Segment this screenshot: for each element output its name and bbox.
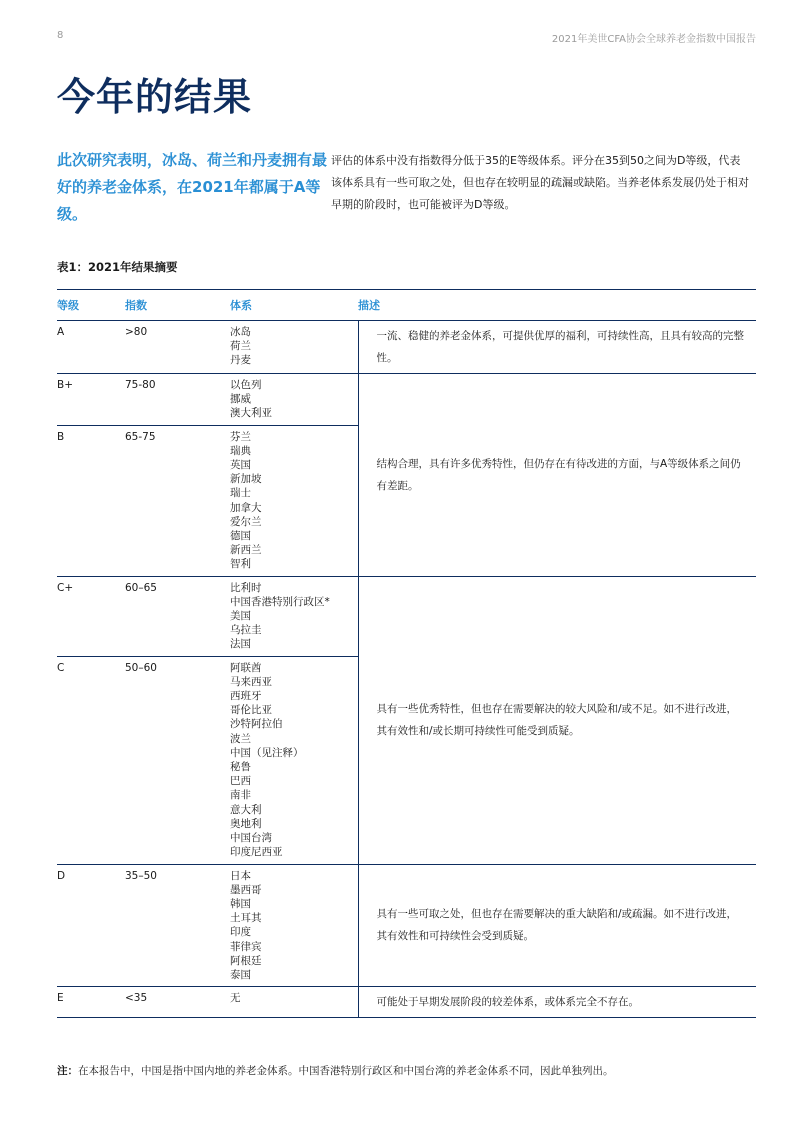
- system-name: 荷兰: [230, 340, 251, 353]
- grade-cell: C+: [57, 576, 125, 656]
- system-name: 韩国: [230, 897, 251, 910]
- system-name: 瑞士: [230, 487, 251, 500]
- running-header-title: 2021年美世CFA协会全球养老金指数中国报告: [551, 34, 756, 45]
- system-name: 南非: [230, 789, 251, 802]
- lead-paragraph: 此次研究表明，冰岛、荷兰和丹麦拥有最好的养老金体系，在2021年都属于A等级。: [57, 151, 328, 223]
- page-number: 8: [57, 30, 64, 41]
- system-name: 日本: [230, 869, 251, 882]
- header-grade: 等级: [57, 290, 125, 321]
- grade-cell: B+: [57, 374, 125, 426]
- system-name: 美国: [230, 610, 251, 623]
- footnote: [57, 1063, 614, 1078]
- system-name: 中国台湾: [230, 832, 272, 845]
- system-name: 瑞典: [230, 444, 251, 457]
- system-name: 新加坡: [230, 473, 262, 486]
- system-cell: [230, 425, 358, 576]
- system-name: 阿根廷: [230, 954, 262, 967]
- system-name: 西班牙: [230, 690, 262, 703]
- header-system: 体系: [230, 290, 358, 321]
- grade-cell: E: [57, 987, 125, 1018]
- grade-cell: A: [57, 326, 65, 338]
- system-name: 阿联酋: [230, 661, 262, 674]
- table-row: [57, 321, 756, 374]
- system-name: 意大利: [230, 803, 262, 816]
- table-row: [57, 374, 756, 426]
- system-name: 智利: [230, 558, 251, 571]
- index-cell: 35–50: [125, 864, 230, 987]
- description-cell: 具有一些优秀特性，但也存在需要解决的较大风险和/或不足。如不进行改进，其有效性和/或长期可持续性可能受到质疑。: [358, 576, 756, 864]
- system-name: 冰岛: [230, 326, 251, 338]
- table-caption: 表1：2021年结果摘要: [57, 260, 178, 274]
- system-name: 比利时: [230, 581, 262, 594]
- system-name: 中国香港特别行政区*: [230, 595, 330, 608]
- description-cell: 结构合理，具有许多优秀特性，但仍存在有待改进的方面，与A等级体系之间仍有差距。: [358, 374, 756, 577]
- footnote-text: 在本报告中，中国是指中国内地的养老金体系。中国香港特别行政区和中国台湾的养老金体系不同，因此单独列出。: [78, 1065, 614, 1077]
- system-name: 土耳其: [230, 912, 262, 925]
- index-cell: 65-75: [125, 425, 230, 576]
- table-header-row: [57, 290, 756, 321]
- system-name: 中国（见注释）: [230, 746, 304, 759]
- system-name: 加拿大: [230, 501, 262, 514]
- system-name: 印度: [230, 926, 251, 939]
- intro-paragraph: 评估的体系中没有指数得分低于35的E等级体系。评分在35到50之间为D等级，代表该体系具有一些可取之处，但也存在较明显的疏漏或缺陷。当养老体系发展仍处于相对早期的阶段时，也可能被评为D等级。: [331, 154, 749, 211]
- system-name: 泰国: [230, 968, 251, 981]
- system-name: 菲律宾: [230, 940, 262, 953]
- grade-cell: C: [57, 656, 125, 864]
- index-cell: 50–60: [125, 656, 230, 864]
- system-name: 哥伦比亚: [230, 704, 272, 717]
- system-name: 马来西亚: [230, 675, 272, 688]
- system-name: 德国: [230, 530, 251, 543]
- index-cell: >80: [125, 326, 148, 338]
- system-name: 巴西: [230, 775, 251, 788]
- description-cell: 一流、稳健的养老金体系，可提供优厚的福利，可持续性高，且具有较高的完整性。: [358, 321, 756, 374]
- description-cell: 可能处于早期发展阶段的较差体系，或体系完全不存在。: [358, 987, 756, 1018]
- system-name: 英国: [230, 459, 251, 472]
- system-name: 挪威: [230, 393, 251, 406]
- grade-cell: B: [57, 425, 125, 576]
- system-name: 以色列: [230, 379, 262, 391]
- system-name: 秘鲁: [230, 761, 251, 774]
- table-row: [57, 987, 756, 1018]
- system-name: 波兰: [230, 732, 251, 745]
- header-index: 指数: [125, 290, 230, 321]
- system-cell: [230, 864, 358, 987]
- system-cell: [230, 321, 358, 374]
- system-cell: [230, 374, 358, 426]
- system-name: 芬兰: [230, 430, 251, 443]
- system-name: 墨西哥: [230, 883, 262, 896]
- description-cell: 具有一些可取之处，但也存在需要解决的重大缺陷和/或疏漏。如不进行改进，其有效性和可持续性会受到质疑。: [358, 864, 756, 987]
- system-cell: [230, 656, 358, 864]
- footnote-label: 注：: [57, 1065, 78, 1077]
- system-name: 沙特阿拉伯: [230, 718, 283, 731]
- system-name: 无: [230, 992, 241, 1005]
- page-title: 今年的结果: [57, 75, 253, 119]
- system-name: 乌拉圭: [230, 624, 262, 637]
- system-name: 新西兰: [230, 544, 262, 557]
- system-name: 印度尼西亚: [230, 846, 283, 859]
- system-cell: [230, 987, 358, 1018]
- system-cell: [230, 576, 358, 656]
- system-name: 奥地利: [230, 817, 262, 830]
- system-name: 丹麦: [230, 354, 251, 367]
- header-description: 描述: [358, 290, 756, 321]
- system-name: 爱尔兰: [230, 515, 262, 528]
- index-cell: 60–65: [125, 576, 230, 656]
- system-name: 澳大利亚: [230, 407, 272, 420]
- table-row: [57, 864, 756, 987]
- index-cell: <35: [125, 987, 230, 1018]
- grade-cell: D: [57, 864, 125, 987]
- table-row: [57, 576, 756, 656]
- index-cell: 75-80: [125, 374, 230, 426]
- system-name: 法国: [230, 638, 251, 651]
- results-summary-table: [57, 289, 756, 1018]
